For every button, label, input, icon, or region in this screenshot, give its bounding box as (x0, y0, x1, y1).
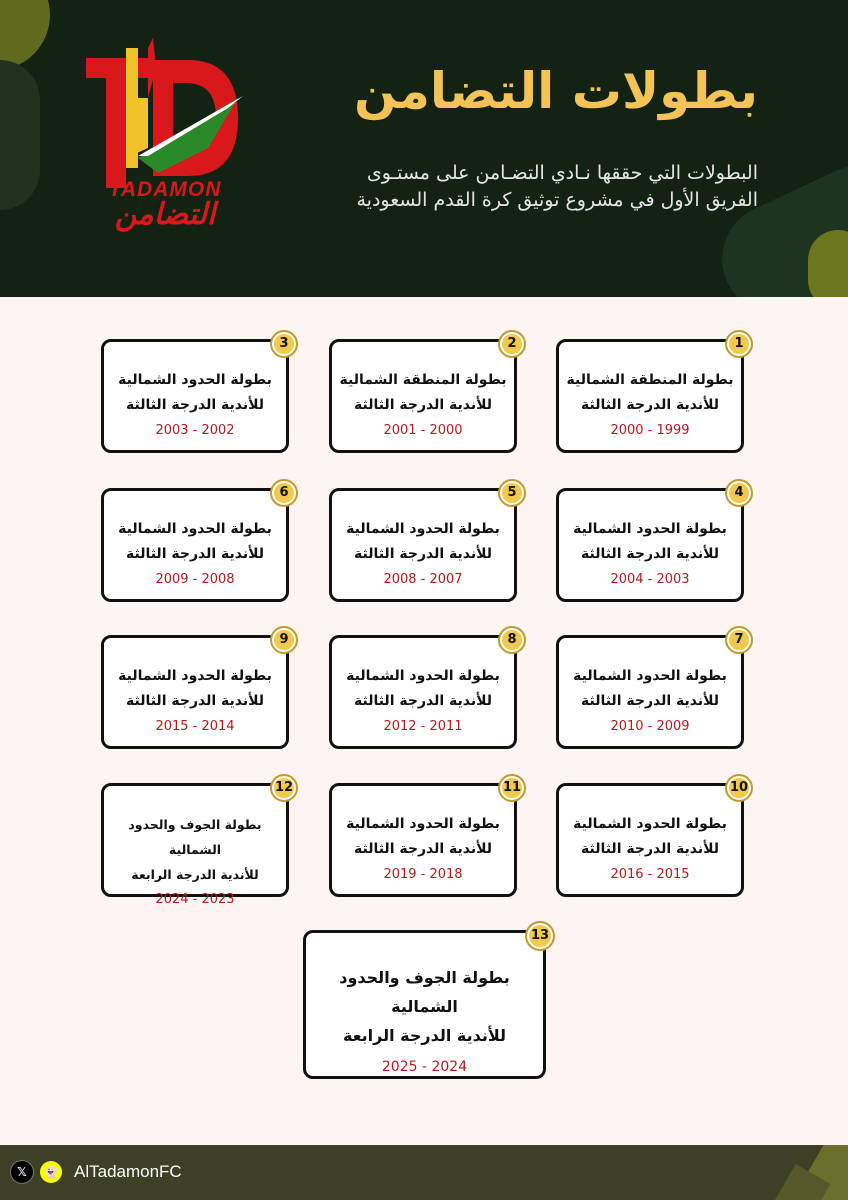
snapchat-icon[interactable]: 👻 (40, 1161, 62, 1183)
card-title-line: بطولة الحدود الشمالية (118, 372, 272, 388)
card-title (104, 812, 286, 887)
card-title-line: بطولة الحدود الشمالية (573, 816, 727, 832)
card-title (332, 664, 514, 714)
card-title (332, 368, 514, 418)
page-title: بطولات التضامن (353, 62, 758, 120)
championship-card (101, 632, 289, 749)
card-number-badge: 1 (725, 330, 753, 358)
card-title-line: للأندية الدرجة الثالثة (581, 693, 719, 709)
card-title (332, 812, 514, 862)
championship-card (556, 780, 749, 897)
card-title-line: بطولة المنطقة الشمالية (339, 372, 507, 388)
logo-text-en: TADAMON (108, 178, 222, 201)
card-title (104, 664, 286, 714)
card-title-line: بطولة الحدود الشمالية (118, 521, 272, 537)
championship-card (329, 336, 517, 453)
card-number-badge: 11 (498, 774, 526, 802)
championship-card (556, 485, 744, 602)
card-number-badge: 2 (498, 330, 526, 358)
card-number-badge: 8 (498, 626, 526, 654)
card-years: 2015 - 2014 (155, 719, 235, 734)
card-title-line: بطولة الحدود الشمالية (346, 816, 500, 832)
card-years: 2010 - 2009 (610, 719, 690, 734)
card-number-badge: 13 (525, 921, 555, 951)
card-title (104, 517, 286, 567)
card-title (332, 517, 514, 567)
decor-blob (0, 60, 40, 210)
social-links (10, 1160, 182, 1184)
logo-text-ar: التضامن (114, 198, 216, 231)
card-title-line: بطولة الحدود الشمالية (346, 521, 500, 537)
card-title-line: بطولة الحدود الشمالية (346, 668, 500, 684)
card-title-line: للأندية الدرجة الثالثة (354, 841, 492, 857)
championship-card (303, 928, 550, 1079)
card-years: 2001 - 2000 (383, 423, 463, 438)
card-number-badge: 4 (725, 479, 753, 507)
card-title-line: للأندية الدرجة الثالثة (354, 546, 492, 562)
card-title-line: للأندية الدرجة الثالثة (354, 397, 492, 413)
championship-card (556, 336, 744, 453)
decor-blob (0, 0, 50, 70)
card-title (306, 963, 543, 1050)
card-title-line: للأندية الدرجة الثالثة (581, 397, 719, 413)
subtitle-line-2: الفريق الأول في مشروع توثيق كرة القدم السعودية (356, 189, 758, 211)
card-title (104, 368, 286, 418)
card-number-badge: 5 (498, 479, 526, 507)
card-title (559, 812, 741, 862)
card-years: 2004 - 2003 (610, 572, 690, 587)
card-title-line: بطولة الحدود الشمالية (118, 668, 272, 684)
card-years: 2016 - 2015 (610, 867, 690, 882)
card-title-line: للأندية الدرجة الثالثة (581, 546, 719, 562)
championship-card (101, 336, 289, 453)
card-title-line: للأندية الدرجة الرابعة (131, 867, 259, 882)
championship-card (329, 485, 517, 602)
championship-card (101, 780, 294, 907)
card-number-badge: 9 (270, 626, 298, 654)
card-title (559, 664, 741, 714)
card-years: 2009 - 2008 (155, 572, 235, 587)
card-title-line: للأندية الدرجة الرابعة (342, 1026, 507, 1045)
card-years: 2025 - 2024 (381, 1059, 468, 1075)
header-banner (0, 0, 848, 297)
decor-blob (808, 230, 848, 297)
card-years: 2000 - 1999 (610, 423, 690, 438)
card-title-line: بطولة الجوف والحدود الشمالية (128, 817, 262, 857)
card-number-badge: 12 (270, 774, 298, 802)
card-years: 2012 - 2011 (383, 719, 463, 734)
card-title-line: بطولة الجوف والحدود الشمالية (339, 968, 510, 1016)
championship-card (101, 485, 289, 602)
championship-card (329, 780, 522, 897)
card-number-badge: 6 (270, 479, 298, 507)
card-title (559, 517, 741, 567)
card-number-badge: 3 (270, 330, 298, 358)
social-handle[interactable]: AlTadamonFC (74, 1162, 182, 1181)
championship-card (329, 632, 517, 749)
card-years: 2024 - 2023 (155, 892, 235, 907)
x-icon[interactable]: 𝕏 (10, 1160, 34, 1184)
card-number-badge: 7 (725, 626, 753, 654)
card-number-badge: 10 (725, 774, 753, 802)
card-title-line: للأندية الدرجة الثالثة (126, 546, 264, 562)
logo-wordmark (90, 178, 240, 230)
card-title-line: بطولة الحدود الشمالية (573, 521, 727, 537)
championship-card (556, 632, 744, 749)
card-title-line: بطولة الحدود الشمالية (573, 668, 727, 684)
page-subtitle (238, 160, 758, 214)
card-title-line: للأندية الدرجة الثالثة (581, 841, 719, 857)
card-years: 2008 - 2007 (383, 572, 463, 587)
card-title (559, 368, 741, 418)
card-title-line: للأندية الدرجة الثالثة (126, 693, 264, 709)
card-title-line: للأندية الدرجة الثالثة (126, 397, 264, 413)
card-title-line: بطولة المنطقة الشمالية (566, 372, 734, 388)
card-years: 2003 - 2002 (155, 423, 235, 438)
subtitle-line-1: البطولات التي حققها نـادي التضـامن على مستـوى (366, 162, 758, 184)
card-title-line: للأندية الدرجة الثالثة (354, 693, 492, 709)
card-years: 2019 - 2018 (383, 867, 463, 882)
